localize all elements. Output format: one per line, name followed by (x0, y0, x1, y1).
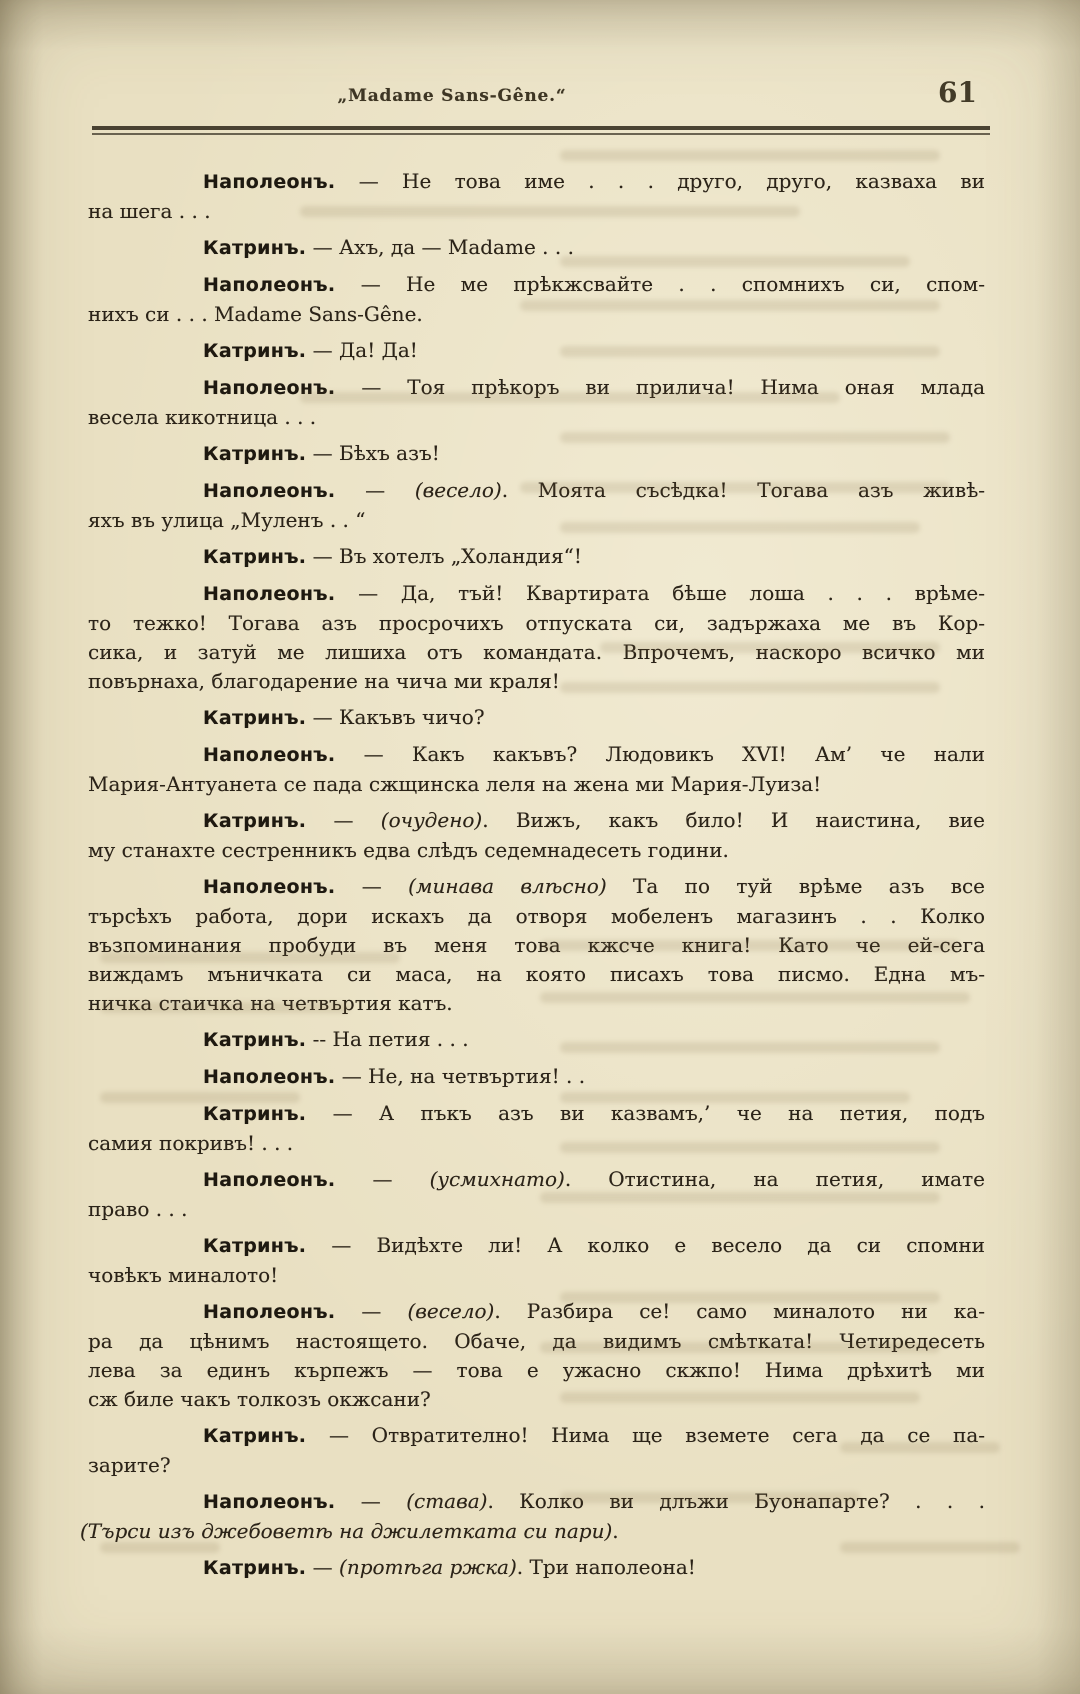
dialogue-line (88, 1356, 985, 1385)
page-header (0, 76, 1080, 126)
dialogue-paragraph (88, 740, 985, 799)
dialogue-paragraph (88, 1025, 985, 1055)
dialogue-line (88, 233, 985, 263)
speaker-name: Наполеонъ. (203, 744, 336, 766)
dialogue-paragraph (88, 270, 985, 329)
speaker-name: Наполеонъ. (203, 1491, 336, 1513)
speaker-name: Катринъ. (203, 810, 307, 832)
dialogue-segment: — Какъвъ чичо? (306, 705, 485, 729)
dialogue-segment: — (335, 1299, 408, 1323)
dialogue-segment: . Разбира се! само миналото ни ка- (494, 1299, 985, 1323)
dialogue-segment: сика, и затуй ме лишиха отъ командата. Впрочемъ, наскоро всичко ми (88, 640, 985, 664)
dialogue-paragraph (88, 1297, 985, 1414)
dialogue-line (88, 1231, 985, 1261)
dialogue-line (88, 806, 985, 836)
speaker-name: Наполеонъ. (203, 1169, 336, 1191)
dialogue-segment: човѣкъ миналото! (88, 1263, 279, 1287)
speaker-name: Наполеонъ. (203, 480, 336, 502)
dialogue-line (88, 167, 985, 197)
dialogue-segment: — Ахъ, да — Madame . . . (306, 235, 574, 259)
dialogue-paragraph (88, 1421, 985, 1480)
speaker-name: Катринъ. (203, 1557, 307, 1579)
dialogue-segment: — (306, 1555, 340, 1579)
dialogue-segment: Та по туй врѣме азъ все (606, 874, 985, 898)
dialogue-paragraph (88, 476, 985, 535)
dialogue-segment: — А пъкъ азъ ви казвамъ,’ че на петия, подъ (306, 1101, 985, 1125)
dialogue-segment: — Да! Да! (306, 338, 418, 362)
dialogue-segment: . Колко ви длъжи Буонапарте? . . . (487, 1489, 985, 1513)
dialogue-line (80, 1517, 985, 1546)
dialogue-paragraph (88, 1062, 985, 1092)
dialogue-segment: му станахте сестренникъ едва слѣдъ седемнадесеть години. (88, 838, 729, 862)
dialogue-paragraph (88, 1099, 985, 1158)
dialogue-segment: . (612, 1519, 619, 1543)
dialogue-segment: весела кикотница . . . (88, 405, 317, 429)
dialogue-paragraph (88, 1165, 985, 1224)
dialogue-segment: — Да, тъй! Квартирата бѣше лоша . . . врѣме- (335, 581, 985, 605)
dialogue-line (88, 476, 985, 506)
dialogue-line (88, 300, 985, 329)
speaker-name: Наполеонъ. (203, 1066, 336, 1088)
running-title: „Madame Sans-Gêne.“ (337, 86, 567, 106)
dialogue-line (88, 667, 985, 696)
speaker-name: Катринъ. (203, 546, 307, 568)
speaker-name: Катринъ. (203, 1425, 307, 1447)
dialogue-line (88, 836, 985, 865)
dialogue-line (88, 1099, 985, 1129)
stage-direction: (протѣга ржка) (339, 1555, 517, 1579)
dialogue-segment: — Не ме прѣкжсвайте . . спомнихъ си, спом- (335, 272, 985, 296)
dialogue-segment: Мария-Антуанета се пада сжщинска леля на жена ми Мария-Луиза! (88, 772, 822, 796)
dialogue-segment: — (335, 1489, 407, 1513)
dialogue-segment: — (335, 478, 415, 502)
dialogue-segment: — Какъ какъвъ? Людовикъ XVI! Ам’ че нали (335, 742, 985, 766)
dialogue-paragraph (88, 806, 985, 865)
speaker-name: Наполеонъ. (203, 583, 336, 605)
dialogue-segment: сж биле чакъ толкозъ окжсани? (88, 1387, 431, 1411)
speaker-name: Катринъ. (203, 237, 307, 259)
dialogue-paragraph (88, 233, 985, 263)
dialogue-line (88, 638, 985, 667)
stage-direction: (весело) (407, 1299, 495, 1323)
dialogue-segment: ничка стаичка на четвъртия катъ. (88, 991, 453, 1015)
dialogue-segment: — Тоя прѣкоръ ви прилича! Нима оная млада (335, 375, 985, 399)
speaker-name: Катринъ. (203, 1103, 307, 1125)
dialogue-paragraph (88, 872, 985, 1018)
speaker-name: Катринъ. (203, 1029, 307, 1051)
dialogue-line (88, 579, 985, 609)
speaker-name: Наполеонъ. (203, 1301, 336, 1323)
dialogue-paragraph (88, 542, 985, 572)
dialogue-segment: то тежко! Тогава азъ просрочихъ отпуската си, задържаха ме въ Кор- (88, 611, 985, 635)
stage-direction: (Търси изъ джебоветѣ на джилетката си пари) (80, 1519, 613, 1543)
speaker-name: Наполеонъ. (203, 377, 336, 399)
dialogue-segment: . Моята съсѣдка! Тогава азъ живѣ- (501, 478, 986, 502)
speaker-name: Катринъ. (203, 340, 307, 362)
dialogue-segment: — Въ хотелъ „Холандия“! (306, 544, 582, 568)
dialogue-line (88, 931, 985, 960)
dialogue-line (88, 1421, 985, 1451)
page-number: 61 (938, 76, 977, 109)
dialogue-segment: зарите? (88, 1453, 171, 1477)
dialogue-line (88, 740, 985, 770)
speaker-name: Наполеонъ. (203, 171, 336, 193)
stage-direction: (минава влѣсно) (408, 874, 607, 898)
dialogue-segment: възпоминания пробуди въ меня това кжсче книга! Като че ей-сега (88, 933, 985, 957)
dialogue-line (88, 609, 985, 638)
dialogue-line (88, 1451, 985, 1480)
dialogue-segment: — (306, 808, 381, 832)
dialogue-line (88, 270, 985, 300)
dialogue-line (88, 506, 985, 535)
dialogue-paragraph (88, 167, 985, 226)
dialogue-segment: яхъ въ улица „Муленъ . . “ (88, 508, 366, 532)
dialogue-line (88, 1297, 985, 1327)
speaker-name: Катринъ. (203, 443, 307, 465)
dialogue-segment: — Не това име . . . друго, друго, казваха ви (335, 169, 985, 193)
dialogue-line (88, 197, 985, 226)
dialogue-line (88, 872, 985, 902)
dialogue-line (88, 1025, 985, 1055)
dialogue-text (80, 167, 986, 1583)
dialogue-line (88, 1327, 985, 1356)
speaker-name: Наполеонъ. (203, 876, 336, 898)
dialogue-line (88, 960, 985, 989)
dialogue-line (88, 770, 985, 799)
dialogue-line (88, 1195, 985, 1224)
dialogue-segment: самия покривъ! . . . (88, 1131, 294, 1155)
dialogue-line (88, 1487, 985, 1517)
stage-direction: (весело) (414, 478, 502, 502)
dialogue-segment: — Не, на четвъртия! . . (335, 1064, 586, 1088)
dialogue-paragraph (88, 703, 985, 733)
dialogue-segment: — (335, 1167, 430, 1191)
dialogue-line (88, 902, 985, 931)
dialogue-line (88, 1165, 985, 1195)
dialogue-paragraph (88, 1553, 985, 1583)
header-rule (92, 126, 990, 135)
dialogue-paragraph (80, 1487, 985, 1546)
dialogue-line (88, 1261, 985, 1290)
dialogue-line (88, 989, 985, 1018)
dialogue-segment: право . . . (88, 1197, 188, 1221)
dialogue-line (88, 403, 985, 432)
dialogue-segment: лева за единъ кърпежъ — това е ужасно скжпо! Нима дрѣхитѣ ми (88, 1358, 985, 1382)
dialogue-segment: повърнаха, благодарение на чича ми краля! (88, 669, 560, 693)
dialogue-paragraph (88, 579, 985, 696)
dialogue-paragraph (88, 336, 985, 366)
dialogue-paragraph (88, 439, 985, 469)
speaker-name: Наполеонъ. (203, 274, 336, 296)
dialogue-segment: -- На петия . . . (306, 1027, 469, 1051)
dialogue-line (88, 703, 985, 733)
dialogue-line (88, 542, 985, 572)
dialogue-segment: нихъ си . . . Madame Sans-Gêne. (88, 302, 423, 326)
dialogue-segment: — (335, 874, 409, 898)
dialogue-segment: — Видѣхте ли! А колко е весело да си спомни (306, 1233, 985, 1257)
dialogue-line (88, 373, 985, 403)
dialogue-segment: . Отистина, на петия, имате (564, 1167, 985, 1191)
dialogue-line (88, 336, 985, 366)
dialogue-segment: . Три наполеона! (516, 1555, 696, 1579)
stage-direction: (очудено) (380, 808, 483, 832)
speaker-name: Катринъ. (203, 707, 307, 729)
dialogue-segment: — Бѣхъ азъ! (306, 441, 440, 465)
dialogue-line (88, 1553, 985, 1583)
dialogue-line (88, 1129, 985, 1158)
speaker-name: Катринъ. (203, 1235, 307, 1257)
stage-direction: (става) (406, 1489, 488, 1513)
dialogue-segment: . Вижъ, какъ било! И наистина, вие (482, 808, 985, 832)
stage-direction: (усмихнато) (429, 1167, 565, 1191)
dialogue-line (88, 1385, 985, 1414)
dialogue-segment: на шега . . . (88, 199, 211, 223)
dialogue-line (88, 1062, 985, 1092)
dialogue-line (88, 439, 985, 469)
dialogue-paragraph (88, 1231, 985, 1290)
dialogue-segment: — Отвратително! Нима ще вземете сега да се па- (306, 1423, 985, 1447)
bleed-through-artifact (560, 150, 940, 161)
dialogue-segment: ра да цѣнимъ настоящето. Обаче, да видимъ смѣтката! Четиредесеть (88, 1329, 985, 1353)
dialogue-paragraph (88, 373, 985, 432)
dialogue-segment: виждамъ мъничката си маса, на която писахъ това писмо. Една мъ- (88, 962, 985, 986)
dialogue-segment: търсѣхъ работа, дори искахъ да отворя мобеленъ магазинъ . . Колко (88, 904, 985, 928)
